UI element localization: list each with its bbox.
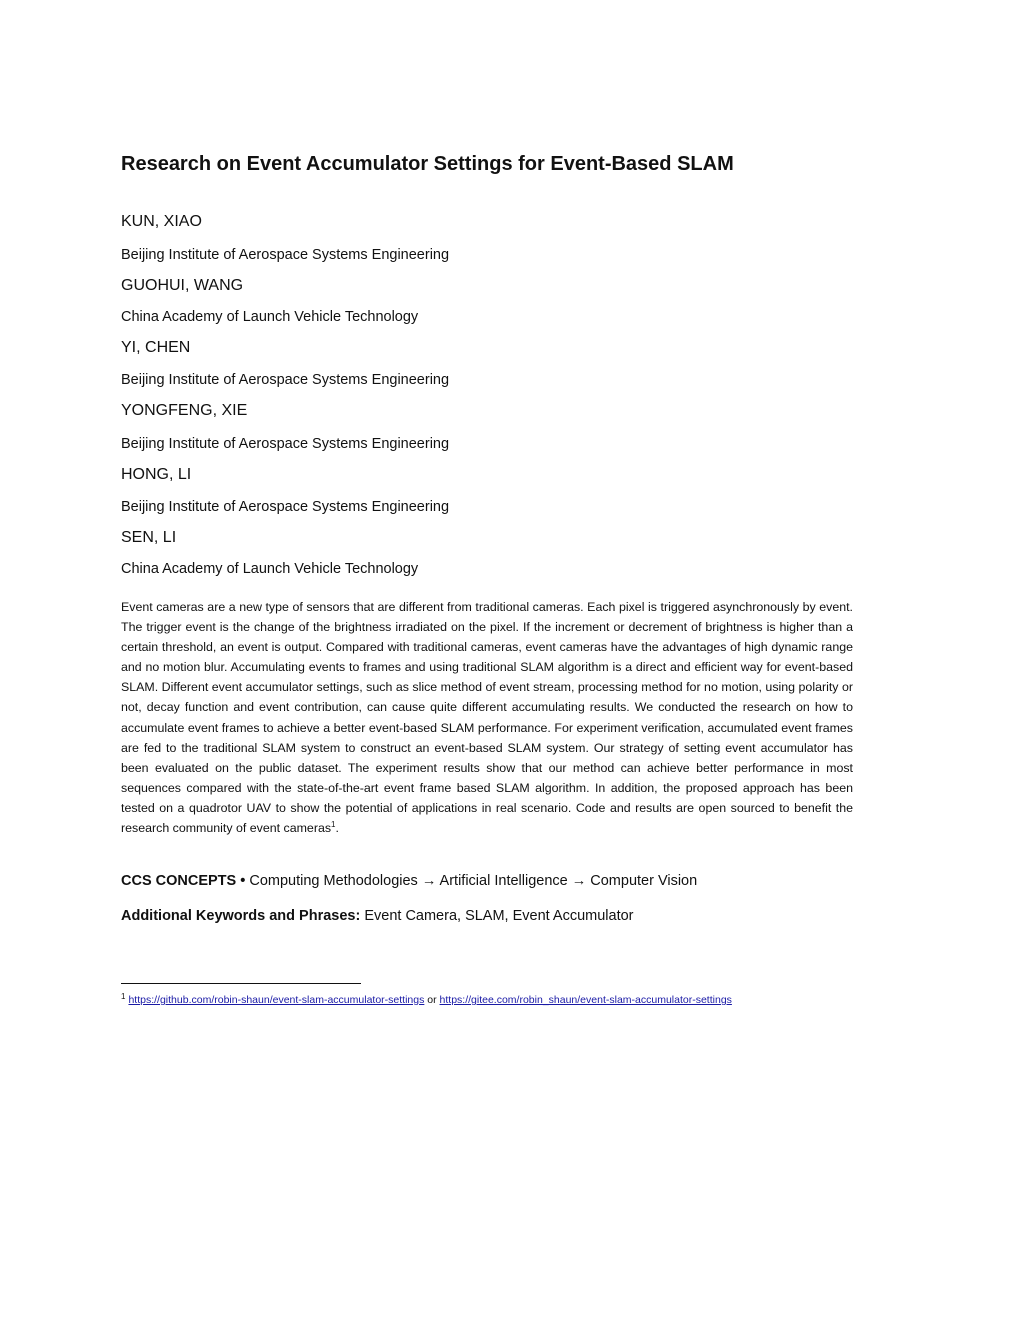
- abstract: [121, 597, 853, 838]
- abstract-text: Event cameras are a new type of sensors that are different from traditional cameras. Each pixel is triggered asynchronously by event. The trigger event is the change of the brightness irradiated on the pixel. If the increment or decrement of brightness is higher than a certain threshold, an event is output. Compared with traditional cameras, event cameras have the advantages of high dynamic range and no motion blur. Accumulating events to frames and using traditional SLAM algorithm is a direct and efficient way for event-based SLAM. Different event accumulator settings, such as slice method of event stream, processing method for no motion, using polarity or not, decay function and event contribution, can cause quite different accumulating results. We conducted the research on how to accumulate event frames to achieve a better event-based SLAM performance. For experiment verification, accumulated event frames are fed to the traditional SLAM system to construct an event-based SLAM system. Our strategy of setting event accumulator has been evaluated on the public dataset. The experiment results show that our method can achieve better performance in most sequences compared with the state-of-the-art event frame based SLAM algorithm. In addition, the proposed approach has been tested on a quadrotor UAV to show the potential of applications in real scenario. Code and results are open sourced to benefit the research community of event cameras: [121, 600, 853, 836]
- ccs-label: CCS CONCEPTS •: [121, 873, 246, 889]
- author-affiliation-1: Beijing Institute of Aerospace Systems Engineering: [121, 247, 450, 263]
- author-affiliation-6: China Academy of Launch Vehicle Technology: [121, 561, 419, 577]
- author-name-3: YI, CHEN: [121, 339, 191, 356]
- author-name-6: SEN, LI: [121, 529, 177, 546]
- author-name-4: YONGFENG, XIE: [121, 402, 248, 419]
- gitee-link[interactable]: https://gitee.com/robin_shaun/event-slam-accumulator-settings: [439, 994, 732, 1006]
- footnote-mark: 1: [121, 991, 126, 1001]
- author-affiliation-2: China Academy of Launch Vehicle Technology: [121, 309, 419, 325]
- author-name-1: KUN, XIAO: [121, 213, 202, 230]
- paper-title: Research on Event Accumulator Settings for Event-Based SLAM: [121, 153, 734, 175]
- keywords-text: Event Camera, SLAM, Event Accumulator: [360, 908, 634, 924]
- footnote: [121, 993, 732, 1007]
- author-affiliation-4: Beijing Institute of Aerospace Systems Engineering: [121, 436, 450, 452]
- author-name-5: HONG, LI: [121, 466, 192, 483]
- author-affiliation-3: Beijing Institute of Aerospace Systems Engineering: [121, 372, 450, 388]
- keywords: [121, 906, 634, 926]
- ccs-concepts: [121, 871, 697, 891]
- footnote-divider: [121, 983, 361, 984]
- abstract-end: .: [335, 821, 339, 836]
- author-affiliation-5: Beijing Institute of Aerospace Systems Engineering: [121, 499, 450, 515]
- keywords-label: Additional Keywords and Phrases:: [121, 908, 361, 924]
- ccs-text: Computing Methodologies → Artificial Intelligence → Computer Vision: [245, 873, 698, 889]
- footnote-separator: or: [424, 994, 440, 1006]
- github-link[interactable]: https://github.com/robin-shaun/event-slam-accumulator-settings: [128, 994, 425, 1006]
- abstract-footnote-mark: 1: [331, 819, 336, 829]
- author-name-2: GUOHUI, WANG: [121, 277, 244, 294]
